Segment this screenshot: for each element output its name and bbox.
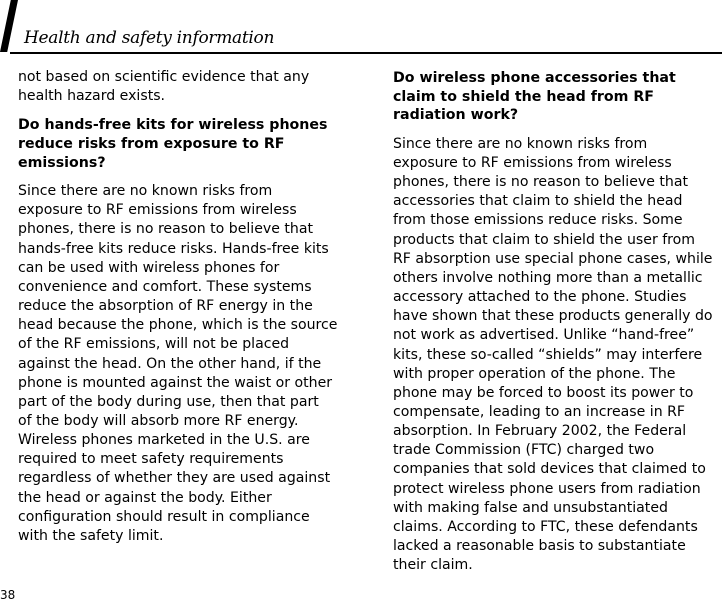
left-column — [18, 68, 354, 546]
header-slash-decoration — [0, 0, 18, 52]
page-header — [0, 0, 722, 52]
right-section-body: Since there are no known risks from exposure to RF emissions from wireless phones, there is no reason to believe that accessories that claim to shield the head from those emissions reduce risks. Some products that claim to shield the user from RF absorption use special phone cases, while others involve nothing more than a metallic accessory attached to the phone. Studies have shown that these products generally do not work as advertised. Unlike “hand-free” kits, these so-called “shields” may interfere with proper operation of the phone. The phone may be forced to boost its power to compensate, leading to an increase in RF absorption. In February 2002, the Federal trade Commission (FTC) charged two companies that sold devices that claimed to protect wireless phone users from radiation with making false and unsubstantiated claims. According to FTC, these defendants lacked a reasonable basis to substantiate their claim. — [393, 135, 713, 574]
right-column — [393, 69, 722, 575]
left-section-body: Since there are no known risks from exposure to RF emissions from wireless phones, there is no reason to believe that hands-free kits reduce risks. Hands-free kits can be used with wireless phones for convenience and comfort. These systems reduce the absorption of RF energy in the head because the phone, which is the source of the RF emissions, will not be placed against the head. On the other hand, if the phone is mounted against the waist or other part of the body during use, then that part of the body will absorb more RF energy. Wireless phones marketed in the U.S. are required to meet safety requirements regardless of whether they are used against the head or against the body. Either configuration should result in compliance with the safety limit. — [18, 183, 338, 544]
header-rule — [10, 52, 722, 54]
page-number: 38 — [0, 588, 16, 602]
header-title: Health and safety information — [24, 28, 275, 48]
left-section-heading: Do hands-free kits for wireless phones reduce risks from exposure to RF emissions? — [18, 117, 328, 171]
left-intro-text: not based on scientific evidence that any health hazard exists. — [18, 69, 310, 105]
right-section-heading: Do wireless phone accessories that claim to shield the head from RF radiation work? — [393, 70, 676, 124]
